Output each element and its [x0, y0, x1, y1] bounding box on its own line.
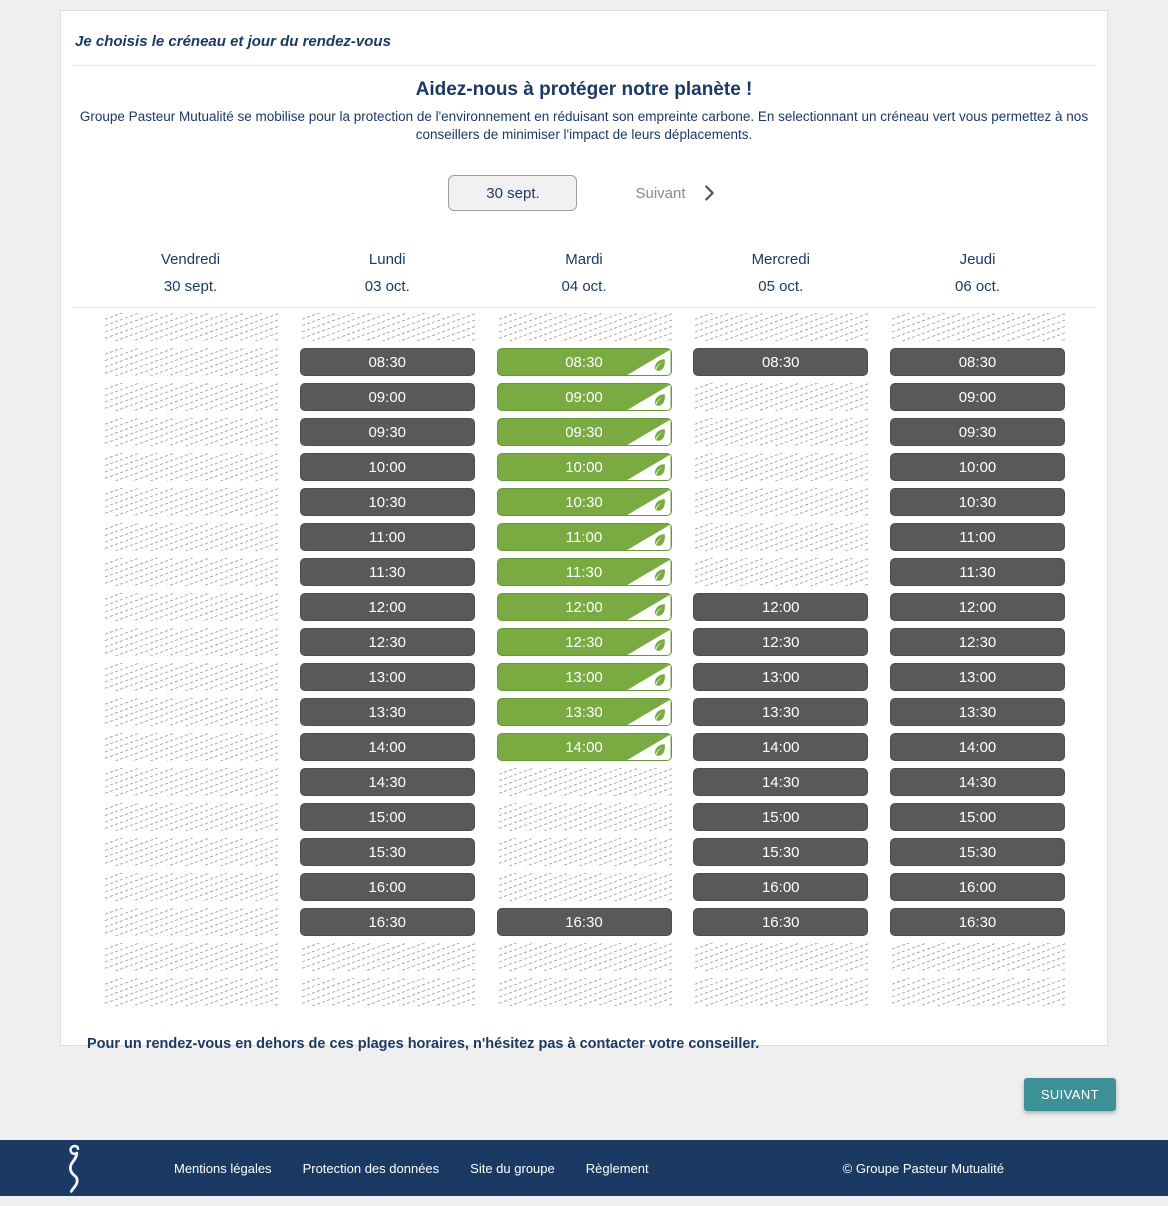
day-column [103, 313, 278, 1013]
time-slot[interactable] [300, 873, 475, 901]
blocked-band [103, 348, 278, 376]
blocked-band [693, 418, 868, 446]
time-slot-eco[interactable] [497, 733, 672, 761]
slot-time: 16:00 [761, 878, 800, 896]
time-slot-eco[interactable] [497, 698, 672, 726]
next-week-button[interactable] [635, 182, 719, 204]
blocked-band [103, 663, 278, 691]
time-slot[interactable] [890, 803, 1065, 831]
time-slot[interactable] [890, 418, 1065, 446]
eco-corner-wedge [627, 419, 671, 445]
time-slot[interactable] [890, 908, 1065, 936]
blocked-band [103, 768, 278, 796]
time-slot[interactable] [693, 768, 868, 796]
time-slot[interactable] [693, 593, 868, 621]
day-header [497, 251, 672, 307]
leaf-icon [652, 497, 667, 512]
time-slot[interactable] [300, 523, 475, 551]
time-slot[interactable] [890, 873, 1065, 901]
day-name: Jeudi [959, 251, 996, 269]
time-slot[interactable] [693, 733, 868, 761]
slot-time: 08:30 [761, 353, 800, 371]
footer-link-reglement[interactable]: Règlement [585, 1160, 649, 1176]
time-slot[interactable] [300, 768, 475, 796]
time-slot-eco[interactable] [497, 488, 672, 516]
time-slot[interactable] [300, 803, 475, 831]
eco-banner [73, 79, 1095, 144]
slot-time: 08:30 [565, 353, 603, 371]
slot-time: 11:30 [369, 563, 406, 581]
day-column [300, 313, 475, 1013]
eco-corner-wedge [627, 384, 671, 410]
day-name: Lundi [368, 251, 406, 269]
slot-time: 14:30 [761, 773, 800, 791]
eco-corner-wedge [627, 629, 671, 655]
time-slot[interactable] [693, 698, 868, 726]
actions-bar [52, 1078, 1116, 1111]
leaf-icon [652, 637, 667, 652]
eco-corner-wedge [627, 524, 671, 550]
slot-time: 10:00 [368, 458, 407, 476]
banner-text: Groupe Pasteur Mutualité se mobilise pour la protection de l'environnement en réduisant son empreinte carbone. En selectionnant un créneau vert vous permettez à nos conseillers de minimiser l'impact de leurs déplacements. [79, 109, 1089, 143]
time-slot[interactable] [890, 838, 1065, 866]
time-slot[interactable] [890, 698, 1065, 726]
day-date: 06 oct. [954, 278, 1001, 296]
blocked-band [890, 313, 1065, 341]
blocked-band [497, 313, 672, 341]
time-slot[interactable] [300, 558, 475, 586]
slot-time: 12:00 [565, 598, 603, 616]
time-slot[interactable] [300, 593, 475, 621]
time-slot[interactable] [890, 558, 1065, 586]
slot-time: 09:30 [368, 423, 407, 441]
blocked-band [497, 873, 672, 901]
blocked-band [103, 943, 278, 971]
eco-corner-wedge [627, 454, 671, 480]
blocked-band [103, 383, 278, 411]
slot-time: 16:30 [368, 913, 407, 931]
footer-link-site-du-groupe[interactable]: Site du groupe [470, 1160, 555, 1176]
time-slot[interactable] [890, 488, 1065, 516]
slot-time: 16:30 [958, 913, 997, 931]
footer-links [174, 1161, 649, 1176]
time-slot[interactable] [300, 663, 475, 691]
time-slot[interactable] [890, 348, 1065, 376]
slot-time: 11:30 [959, 563, 996, 581]
slot-time: 15:30 [368, 843, 407, 861]
slot-time: 16:30 [761, 913, 800, 931]
slot-time: 14:00 [565, 738, 603, 756]
blocked-band [103, 873, 278, 901]
divider [73, 65, 1095, 66]
time-slot-eco[interactable] [497, 593, 672, 621]
time-slot[interactable] [693, 838, 868, 866]
blocked-band [103, 698, 278, 726]
slot-time: 12:30 [565, 633, 603, 651]
blocked-band [890, 943, 1065, 971]
leaf-icon [652, 742, 667, 757]
slot-time: 09:00 [958, 388, 997, 406]
slot-time: 09:30 [958, 423, 997, 441]
slot-time: 13:30 [761, 703, 800, 721]
slot-time: 15:00 [761, 808, 800, 826]
slot-time: 16:00 [368, 878, 407, 896]
time-slot-eco[interactable] [497, 523, 672, 551]
current-day-button[interactable]: 30 sept. [448, 175, 577, 211]
day-name: Vendredi [160, 251, 221, 269]
copyright: © Groupe Pasteur Mutualité [842, 1160, 1004, 1176]
step-title: Je choisis le créneau et jour du rendez-vous [75, 33, 391, 50]
eco-corner-wedge [627, 489, 671, 515]
slot-time: 12:30 [368, 633, 407, 651]
slot-time: 09:00 [368, 388, 407, 406]
slot-time: 11:30 [565, 563, 603, 581]
time-slot[interactable] [890, 663, 1065, 691]
time-slot-eco[interactable] [497, 663, 672, 691]
blocked-band [693, 523, 868, 551]
slot-time: 11:00 [959, 528, 996, 546]
blocked-band [497, 768, 672, 796]
day-header [890, 251, 1065, 307]
leaf-icon [652, 357, 667, 372]
slot-time: 10:00 [958, 458, 997, 476]
blocked-band [103, 803, 278, 831]
slot-time: 15:00 [958, 808, 997, 826]
blocked-band [103, 313, 278, 341]
day-header [693, 251, 868, 307]
day-header [300, 251, 475, 307]
slot-time: 12:30 [761, 633, 800, 651]
time-slot[interactable] [890, 523, 1065, 551]
divider [73, 307, 1095, 308]
leaf-icon [652, 567, 667, 582]
time-slot[interactable] [693, 803, 868, 831]
time-slot-eco[interactable] [497, 418, 672, 446]
time-slot-eco[interactable] [497, 628, 672, 656]
blocked-band [103, 523, 278, 551]
slot-time: 14:30 [958, 773, 997, 791]
blocked-band [103, 418, 278, 446]
slot-time: 10:30 [565, 493, 603, 511]
day-date: 03 oct. [364, 278, 410, 296]
slot-time: 14:00 [958, 738, 997, 756]
leaf-icon [652, 427, 667, 442]
slot-time: 13:30 [958, 703, 997, 721]
blocked-band [103, 838, 278, 866]
slot-time: 13:00 [565, 668, 603, 686]
slot-time: 12:00 [958, 598, 997, 616]
slot-grid [103, 313, 1065, 1013]
day-column [890, 313, 1065, 1013]
time-slot[interactable] [890, 453, 1065, 481]
time-slot[interactable] [300, 908, 475, 936]
day-date: 05 oct. [758, 278, 804, 296]
time-slot[interactable] [300, 838, 475, 866]
eco-corner-wedge [627, 734, 671, 760]
slot-time: 13:30 [565, 703, 603, 721]
day-date: 04 oct. [561, 278, 607, 296]
blocked-band [497, 978, 672, 1006]
leaf-icon [652, 392, 667, 407]
slot-time: 16:00 [958, 878, 997, 896]
time-slot[interactable] [300, 418, 475, 446]
slot-time: 13:30 [368, 703, 407, 721]
slot-time: 12:30 [958, 633, 997, 651]
time-slot-eco[interactable] [497, 453, 672, 481]
leaf-icon [652, 602, 667, 617]
leaf-icon [652, 707, 667, 722]
slot-time: 15:30 [958, 843, 997, 861]
time-slot[interactable] [890, 593, 1065, 621]
week-navigation [73, 175, 1095, 211]
slot-time: 10:30 [958, 493, 997, 511]
blocked-band [103, 628, 278, 656]
footer-link-mentions-legales[interactable]: Mentions légales [174, 1160, 272, 1176]
blocked-band [103, 488, 278, 516]
blocked-band [890, 978, 1065, 1006]
blocked-band [300, 978, 475, 1006]
caduceus-serpent-logo [55, 1143, 91, 1193]
slot-time: 11:00 [369, 528, 406, 546]
time-slot-eco[interactable] [497, 558, 672, 586]
time-slot[interactable] [300, 453, 475, 481]
footer-link-protection-donnees[interactable]: Protection des données [302, 1160, 440, 1176]
day-headers-row [103, 251, 1065, 307]
blocked-band [693, 978, 868, 1006]
blocked-band [693, 313, 868, 341]
slot-time: 13:00 [761, 668, 800, 686]
blocked-band [497, 838, 672, 866]
day-header [103, 251, 278, 307]
appointment-card [60, 10, 1108, 1053]
blocked-band [300, 943, 475, 971]
blocked-band [693, 488, 868, 516]
leaf-icon [652, 672, 667, 687]
time-slot[interactable] [300, 383, 475, 411]
time-slot[interactable] [300, 628, 475, 656]
blocked-band [103, 908, 278, 936]
slot-time: 10:30 [368, 493, 407, 511]
time-slot[interactable] [300, 488, 475, 516]
time-slot[interactable] [693, 873, 868, 901]
blocked-band [300, 313, 475, 341]
slot-time: 13:00 [958, 668, 997, 686]
eco-corner-wedge [627, 559, 671, 585]
leaf-icon [652, 532, 667, 547]
time-slot[interactable] [890, 383, 1065, 411]
time-slot[interactable] [693, 628, 868, 656]
chevron-right-icon [698, 182, 720, 204]
day-name: Mardi [565, 251, 603, 269]
time-slot[interactable] [300, 348, 475, 376]
time-slot-eco[interactable] [497, 383, 672, 411]
slot-time: 10:00 [565, 458, 603, 476]
time-slot[interactable] [300, 733, 475, 761]
blocked-band [693, 383, 868, 411]
banner-title: Aidez-nous à protéger notre planète ! [415, 79, 753, 100]
time-slot[interactable] [497, 908, 672, 936]
time-slot[interactable] [890, 768, 1065, 796]
slot-time: 14:00 [368, 738, 407, 756]
slot-time: 16:30 [565, 913, 603, 931]
time-slot[interactable] [300, 698, 475, 726]
slot-time: 14:00 [761, 738, 800, 756]
next-step-button[interactable]: SUIVANT [1024, 1078, 1116, 1111]
site-footer [0, 1140, 1168, 1196]
contact-note: Pour un rendez-vous en dehors de ces plages horaires, n'hésitez pas à contacter votre conseiller. [87, 1036, 760, 1053]
slot-time: 12:00 [368, 598, 407, 616]
eco-corner-wedge [627, 349, 671, 375]
slot-time: 08:30 [368, 353, 407, 371]
blocked-band [693, 453, 868, 481]
blocked-band [103, 733, 278, 761]
slot-time: 13:00 [368, 668, 407, 686]
day-column [497, 313, 672, 1013]
day-column [693, 313, 868, 1013]
blocked-band [497, 943, 672, 971]
next-week-label: Suivant [635, 184, 686, 202]
eco-corner-wedge [627, 699, 671, 725]
time-slot[interactable] [890, 733, 1065, 761]
slot-time: 14:30 [368, 773, 407, 791]
blocked-band [693, 558, 868, 586]
day-name: Mercredi [751, 251, 810, 269]
slot-time: 09:00 [565, 388, 603, 406]
eco-corner-wedge [627, 664, 671, 690]
time-slot[interactable] [693, 348, 868, 376]
time-slot-eco[interactable] [497, 348, 672, 376]
time-slot[interactable] [693, 908, 868, 936]
eco-corner-wedge [627, 594, 671, 620]
slot-time: 11:00 [565, 528, 603, 546]
blocked-band [103, 558, 278, 586]
blocked-band [103, 593, 278, 621]
blocked-band [103, 978, 278, 1006]
slot-time: 15:30 [761, 843, 800, 861]
slot-time: 12:00 [761, 598, 800, 616]
time-slot[interactable] [890, 628, 1065, 656]
slot-time: 08:30 [958, 353, 997, 371]
time-slot[interactable] [693, 663, 868, 691]
blocked-band [103, 453, 278, 481]
day-date: 30 sept. [163, 278, 218, 296]
blocked-band [693, 943, 868, 971]
leaf-icon [652, 462, 667, 477]
blocked-band [497, 803, 672, 831]
slot-time: 09:30 [565, 423, 603, 441]
slot-time: 15:00 [368, 808, 407, 826]
